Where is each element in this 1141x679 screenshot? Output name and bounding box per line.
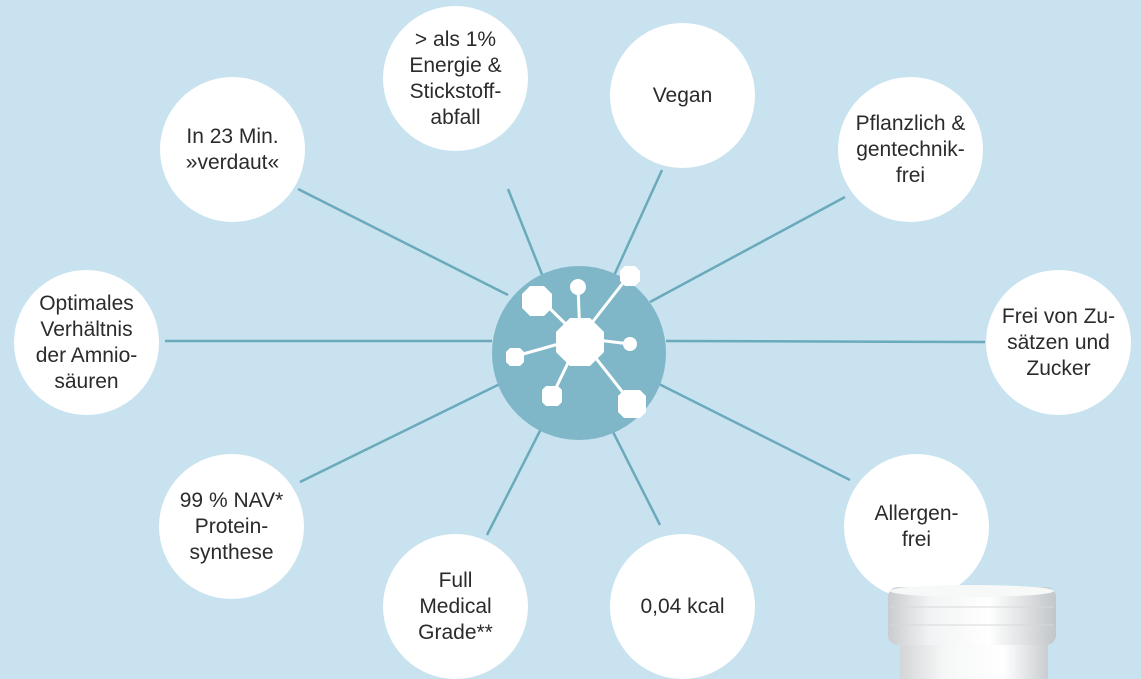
spoke-vegan	[612, 170, 662, 280]
bubble-digest-text: In 23 Min. »verdaut«	[185, 124, 280, 174]
spoke-additives	[666, 341, 985, 342]
supplement-jar-image	[878, 585, 1063, 679]
bubble-medical-text: Full Medical Grade**	[418, 568, 493, 644]
bubble-digest	[160, 77, 305, 222]
bubble-plant-text: Pflanzlich & gentechnik- frei	[855, 111, 966, 187]
bubble-additives-text: Frei von Zu- sätzen und Zucker	[1001, 304, 1116, 380]
bubble-energy-text: > als 1% Energie & Stickstoff- abfall	[409, 27, 502, 129]
bubble-plant	[838, 77, 983, 222]
bubble-energy	[383, 6, 528, 151]
spoke-digest	[298, 189, 508, 295]
bubble-medical	[383, 534, 528, 679]
bubble-allergen-text: Allergen- frei	[874, 501, 959, 551]
spoke-allergen	[651, 380, 850, 480]
spoke-nav	[300, 380, 508, 482]
bubble-nav-text: 99 % NAV* Protein- synthese	[179, 488, 284, 564]
bubble-ratio-text: Optimales Verhältnis der Amnio- säuren	[35, 291, 138, 393]
bubble-kcal-text: 0,04 kcal	[640, 594, 725, 618]
bubble-vegan-text: Vegan	[652, 83, 713, 107]
bubble-vegan	[610, 23, 755, 168]
bubble-ratio	[14, 270, 159, 415]
bubble-allergen	[844, 454, 989, 599]
bubble-nav	[159, 454, 304, 599]
bubble-kcal	[610, 534, 755, 679]
molecule-network-icon	[492, 266, 666, 440]
bubble-additives	[986, 270, 1131, 415]
spoke-plant	[650, 197, 845, 302]
